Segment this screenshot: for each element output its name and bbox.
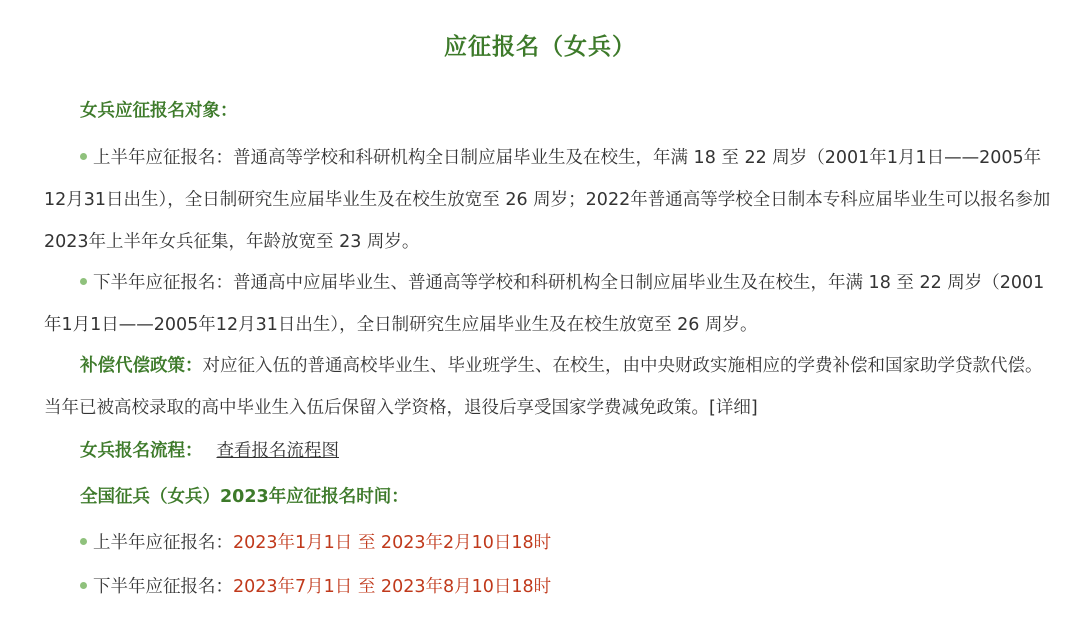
bullet-icon bbox=[80, 153, 87, 160]
process-flowchart-link[interactable]: 查看报名流程图 bbox=[216, 441, 339, 461]
eligibility-heading: 女兵应征报名对象： bbox=[80, 101, 238, 121]
schedule-section bbox=[44, 476, 1056, 518]
process-heading: 女兵报名流程： bbox=[80, 441, 203, 461]
bullet-icon bbox=[80, 538, 87, 545]
schedule-first-half-time: 2023年1月1日 至 2023年2月10日18时 bbox=[233, 533, 552, 553]
schedule-first-half-label: 上半年应征报名： bbox=[93, 533, 233, 553]
eligibility-second-half bbox=[44, 262, 1056, 346]
eligibility-second-half-label: 下半年应征报名： bbox=[93, 273, 233, 293]
eligibility-first-half-text: 普通高等学校和科研机构全日制应届毕业生及在校生，年满 18 至 22 周岁（2001年1月1日——2005年12月31日出生），全日制研究生应届毕业生及在校生放宽至 26 周岁；2022年普通高等学校全日制本专科应届毕业生可以报名参加2023年上半年女兵征集，年龄放宽至 23 周岁。 bbox=[44, 148, 1051, 252]
compensation-text: 对应征入伍的普通高校毕业生、毕业班学生、在校生，由中央财政实施相应的学费补偿和国家助学贷款代偿。当年已被高校录取的高中毕业生入伍后保留入学资格，退役后享受国家学费减免政策。 bbox=[44, 356, 1043, 418]
schedule-second-half-row bbox=[44, 566, 1056, 608]
compensation-detail-link[interactable]: [详细] bbox=[709, 398, 758, 418]
compensation-heading: 补偿代偿政策： bbox=[80, 356, 203, 376]
schedule-first-half bbox=[44, 522, 1056, 564]
schedule-second-half-time: 2023年7月1日 至 2023年8月10日18时 bbox=[233, 577, 552, 597]
compensation-section bbox=[44, 345, 1056, 429]
schedule-heading: 全国征兵（女兵）2023年应征报名时间： bbox=[80, 487, 409, 507]
schedule-second-half-label: 下半年应征报名： bbox=[93, 577, 233, 597]
bullet-icon bbox=[80, 582, 87, 589]
bullet-icon bbox=[80, 278, 87, 285]
eligibility-second-half-text: 普通高中应届毕业生、普通高等学校和科研机构全日制应届毕业生及在校生，年满 18 至 22 周岁（2001年1月1日——2005年12月31日出生），全日制研究生应届毕业生及在校生放宽至 26 周岁。 bbox=[44, 273, 1045, 335]
process-row bbox=[44, 430, 1056, 472]
eligibility-first-half bbox=[44, 137, 1056, 263]
schedule-first-half-row bbox=[44, 522, 1056, 564]
compensation-paragraph bbox=[44, 345, 1056, 429]
page-title: 应征报名（女兵） bbox=[444, 34, 636, 60]
eligibility-first-half-paragraph bbox=[44, 137, 1056, 263]
eligibility-first-half-label: 上半年应征报名： bbox=[93, 148, 233, 168]
schedule-second-half bbox=[44, 566, 1056, 608]
eligibility-section bbox=[44, 90, 1056, 132]
process-section bbox=[44, 430, 1056, 472]
eligibility-second-half-paragraph bbox=[44, 262, 1056, 346]
